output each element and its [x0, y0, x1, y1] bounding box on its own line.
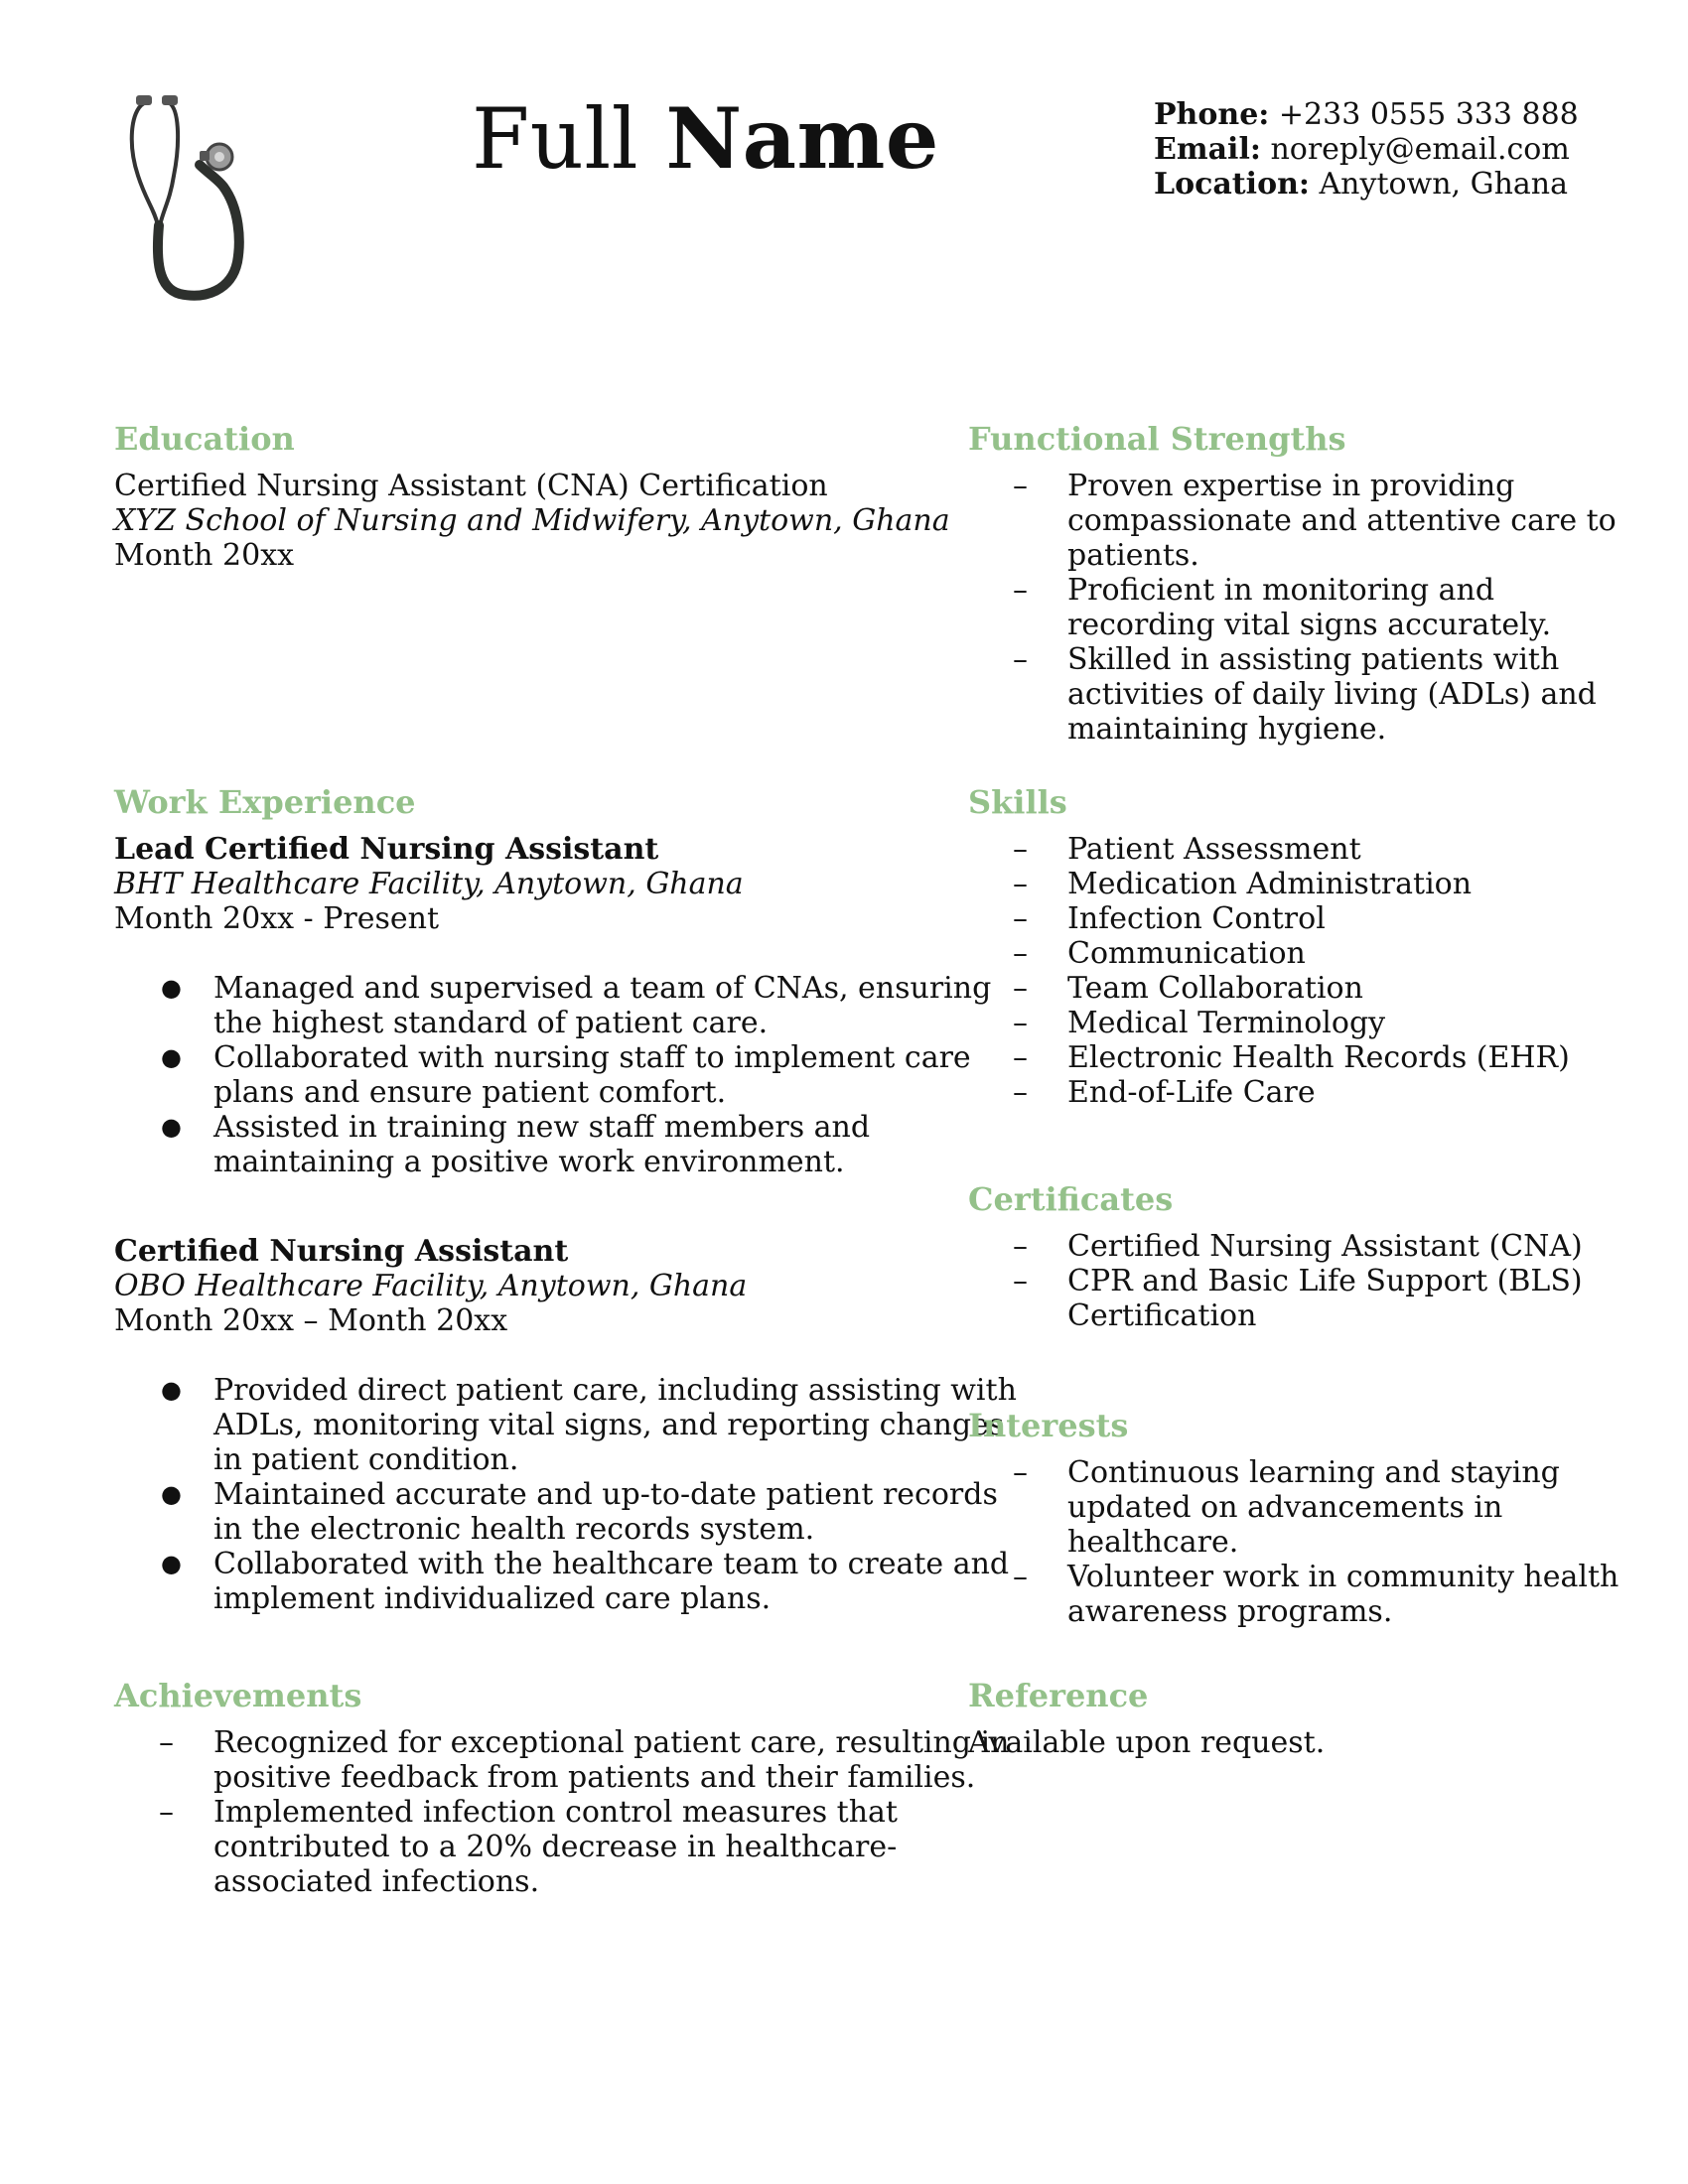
list-item-line: Recognized for exceptional patient care, resulting in [213, 1725, 1010, 1760]
bullet-marker: ● [161, 1480, 182, 1508]
section-title: Achievements [114, 1677, 362, 1714]
interests-list [968, 1455, 1619, 1629]
list-item [968, 971, 1604, 1006]
job-employer: BHT Healthcare Facility, Anytown, Ghana [114, 867, 744, 901]
section-title: Certificates [968, 1180, 1174, 1218]
education-date: Month 20xx [114, 538, 295, 573]
list-item-line: Maintained accurate and up-to-date patient records [213, 1477, 998, 1512]
section-title: Education [114, 420, 295, 458]
list-item-line: patients. [1067, 538, 1199, 573]
full-name [472, 89, 939, 188]
list-item-line: Collaborated with the healthcare team to create and [213, 1547, 1010, 1581]
list-item [968, 1264, 1604, 1333]
bullet-marker: ● [161, 1376, 182, 1404]
section-title: Interests [968, 1407, 1129, 1444]
contact-value: Anytown, Ghana [1309, 167, 1569, 202]
list-item-line: contributed to a 20% decrease in healthcare- [213, 1830, 898, 1864]
list-item-line: Provided direct patient care, including assisting with [213, 1373, 1017, 1408]
section-title: Work Experience [114, 783, 416, 821]
job-entry [114, 832, 992, 1179]
dash-marker: – [1013, 573, 1028, 608]
list-item-line: Collaborated with nursing staff to implement care [213, 1040, 971, 1075]
dash-marker: – [1013, 1075, 1028, 1110]
list-item-line: Implemented infection control measures that [213, 1795, 898, 1830]
dash-marker: – [1013, 832, 1028, 867]
list-item-line: activities of daily living (ADLs) and [1067, 677, 1597, 712]
dash-marker: – [1013, 867, 1028, 901]
job-role: Certified Nursing Assistant [114, 1234, 569, 1269]
job-employer: OBO Healthcare Facility, Anytown, Ghana [114, 1269, 748, 1303]
job-role: Lead Certified Nursing Assistant [114, 832, 659, 867]
list-item-line: awareness programs. [1067, 1594, 1393, 1629]
contact-label: Location: [1154, 167, 1310, 202]
list-item-line: Proficient in monitoring and [1067, 573, 1495, 608]
first-name: Full [472, 90, 639, 188]
list-item [968, 1560, 1619, 1629]
list-item-line: updated on advancements in [1067, 1490, 1503, 1525]
dash-marker: – [159, 1795, 174, 1830]
list-item-line: Communication [1067, 936, 1306, 971]
contact-value: +233 0555 333 888 [1269, 97, 1579, 132]
list-item-line: CPR and Basic Life Support (BLS) [1067, 1264, 1583, 1298]
list-item-line: Certification [1067, 1298, 1257, 1333]
list-item [968, 936, 1604, 971]
list-item-line: End-of-Life Care [1067, 1075, 1316, 1110]
contact-phone [1154, 97, 1579, 132]
list-item [968, 1229, 1604, 1264]
contact-email [1154, 132, 1579, 167]
last-name: Name [665, 89, 939, 188]
contact-location [1154, 167, 1579, 202]
interests-section [968, 1407, 1619, 1629]
contact-label: Phone: [1154, 97, 1270, 132]
list-item [968, 901, 1604, 936]
list-item-line: compassionate and attentive care to [1067, 503, 1617, 538]
list-item [968, 867, 1604, 901]
dash-marker: – [1013, 971, 1028, 1006]
list-item-line: implement individualized care plans. [213, 1581, 772, 1616]
list-item-line: maintaining hygiene. [1067, 712, 1387, 747]
list-item-line: Medical Terminology [1067, 1006, 1386, 1040]
dash-marker: – [159, 1725, 174, 1760]
dash-marker: – [1013, 469, 1028, 503]
list-item-line: in patient condition. [213, 1442, 519, 1477]
list-item [968, 832, 1604, 867]
list-item-line: Medication Administration [1067, 867, 1473, 901]
certificates-list [968, 1229, 1604, 1333]
achievements-section [114, 1677, 1010, 1899]
dash-marker: – [1013, 1040, 1028, 1075]
list-item-line: in the electronic health records system. [213, 1512, 815, 1547]
certificates-section [968, 1181, 1604, 1333]
reference-section [968, 1678, 1604, 1760]
dash-marker: – [1013, 1229, 1028, 1264]
skills-list [968, 832, 1604, 1110]
list-item-line: Managed and supervised a team of CNAs, ensuring [213, 971, 992, 1006]
list-item [968, 573, 1604, 642]
job-bullets [114, 971, 992, 1179]
section-title: Skills [968, 783, 1067, 821]
list-item [968, 1075, 1604, 1110]
list-item-line: Assisted in training new staff members and [213, 1110, 871, 1145]
job-dates: Month 20xx - Present [114, 901, 440, 936]
list-item [114, 1110, 928, 1179]
functional-strengths-list [968, 469, 1617, 747]
list-item-line: recording vital signs accurately. [1067, 608, 1552, 642]
contact-value: noreply@email.com [1260, 132, 1570, 167]
list-item [114, 1547, 1010, 1616]
list-item-line: Patient Assessment [1067, 832, 1361, 867]
skills-section [968, 784, 1604, 1110]
education-certification: Certified Nursing Assistant (CNA) Certification [114, 469, 828, 503]
dash-marker: – [1013, 1264, 1028, 1298]
bullet-marker: ● [161, 974, 182, 1002]
work-experience-section [114, 783, 1017, 1616]
list-item-line: Proven expertise in providing [1067, 469, 1515, 503]
list-item-line: maintaining a positive work environment. [213, 1145, 845, 1179]
list-item-line: plans and ensure patient comfort. [213, 1075, 727, 1110]
list-item-line: healthcare. [1067, 1525, 1239, 1560]
job-bullets [114, 1373, 1017, 1616]
list-item [114, 971, 992, 1040]
job-entry [114, 1234, 1017, 1616]
bullet-marker: ● [161, 1550, 182, 1577]
list-item [968, 1455, 1604, 1560]
section-title: Functional Strengths [968, 420, 1346, 458]
dash-marker: – [1013, 642, 1028, 677]
list-item-line: Certified Nursing Assistant (CNA) [1067, 1229, 1583, 1264]
list-item [114, 1795, 928, 1899]
list-item-line: the highest standard of patient care. [213, 1006, 769, 1040]
contact-label: Email: [1154, 132, 1261, 167]
list-item [968, 642, 1604, 747]
section-title: Reference [968, 1677, 1149, 1714]
list-item [114, 1477, 998, 1547]
dash-marker: – [1013, 1560, 1028, 1594]
list-item [114, 1725, 1010, 1795]
list-item-line: Continuous learning and staying [1067, 1455, 1560, 1490]
list-item-line: Team Collaboration [1067, 971, 1363, 1006]
list-item-line: Skilled in assisting patients with [1067, 642, 1560, 677]
list-item-line: Infection Control [1067, 901, 1326, 936]
list-item [968, 1006, 1604, 1040]
education-section [114, 420, 950, 573]
dash-marker: – [1013, 901, 1028, 936]
list-item [968, 469, 1617, 573]
contact-block [1154, 97, 1579, 202]
list-item-line: Volunteer work in community health [1067, 1560, 1619, 1594]
job-dates: Month 20xx – Month 20xx [114, 1303, 508, 1338]
list-item-line: ADLs, monitoring vital signs, and reporting changes [213, 1408, 1005, 1442]
stethoscope-icon [124, 91, 283, 310]
bullet-marker: ● [161, 1113, 182, 1141]
list-item [114, 1373, 1017, 1477]
achievements-list [114, 1725, 1010, 1899]
dash-marker: – [1013, 1006, 1028, 1040]
dash-marker: – [1013, 1455, 1028, 1490]
education-school: XYZ School of Nursing and Midwifery, Anytown, Ghana [114, 503, 950, 538]
reference-text: Available upon request. [968, 1725, 1326, 1760]
bullet-marker: ● [161, 1043, 182, 1071]
list-item [968, 1040, 1604, 1075]
list-item-line: Electronic Health Records (EHR) [1067, 1040, 1570, 1075]
functional-strengths-section [968, 420, 1617, 747]
dash-marker: – [1013, 936, 1028, 971]
list-item [114, 1040, 971, 1110]
list-item-line: positive feedback from patients and their families. [213, 1760, 976, 1795]
list-item-line: associated infections. [213, 1864, 540, 1899]
